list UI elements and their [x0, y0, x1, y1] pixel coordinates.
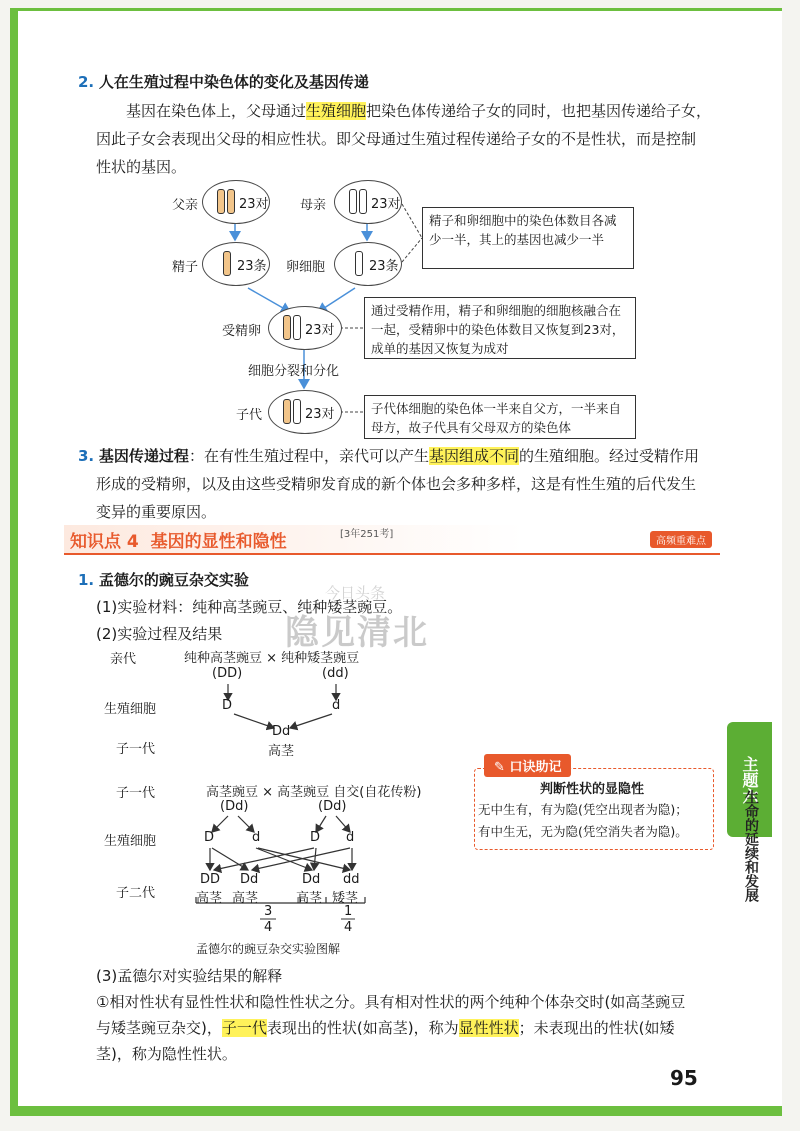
- chromosome-father-1: [217, 189, 225, 214]
- note-offspring: 子代体细胞的染色体一半来自父方，一半来自母方，故子代具有父母双方的染色体: [364, 395, 636, 439]
- mnemonic-head: [484, 754, 571, 777]
- mendel-g2-2: d: [252, 830, 261, 845]
- section3-line1: [78, 442, 699, 471]
- mendel-f2-geno-1: DD: [200, 872, 221, 887]
- mendel-f1-Dd2: (Dd): [318, 799, 347, 814]
- pointer-note1-a: [402, 204, 422, 238]
- section3-line1-b: 的生殖细胞。经过受精作用: [518, 447, 699, 465]
- arrow-D-Dd: [234, 714, 274, 728]
- exp2-b: 表现出的性状(如高茎)，称为: [266, 1019, 459, 1037]
- mendel-f2-geno-2: Dd: [240, 872, 259, 887]
- mendel-title: 孟德尔的豌豆杂交实验: [98, 571, 249, 589]
- mendel-parent-dd: (dd): [322, 666, 349, 681]
- section2-line1-a: 基因在染色体上，父母通过: [126, 102, 307, 120]
- chromosome-egg: [355, 251, 363, 276]
- label-offspring: 子代: [236, 408, 263, 423]
- oval-egg: [334, 242, 402, 286]
- note-fertilization: 通过受精作用，精子和卵细胞的细胞核融合在一起，受精卵中的染色体数目又恢复到23对，成单的基因又恢复为成对: [364, 297, 636, 359]
- frac-a-den: 4: [264, 920, 273, 935]
- section2-title: 人在生殖过程中染色体的变化及基因传递: [98, 73, 369, 91]
- exp2-highlight2: 显性性状: [458, 1019, 519, 1037]
- arrow-f1a-D: [212, 816, 228, 832]
- knowledge4-title: [70, 527, 287, 552]
- mendel-g2-1: D: [204, 830, 215, 845]
- offspring-count: 23对: [305, 407, 335, 422]
- egg-count: 23条: [369, 259, 399, 274]
- mendel-gamete-D: D: [222, 698, 233, 713]
- knowledge4-sub: [3年251考]: [340, 529, 394, 540]
- mendel-gamete2-label: 生殖细胞: [104, 834, 157, 849]
- side-theme-subtitle: 生命的延续和发展: [743, 790, 759, 902]
- mendel-f1-pheno: 高茎: [268, 744, 295, 759]
- mendel-f1b-label: 子一代: [116, 786, 156, 801]
- section2-line1-b: 把染色体传递给子女的同时，也把基因传递给子女，: [366, 102, 712, 120]
- father-count: 23对: [239, 197, 269, 212]
- section2-highlight: 生殖细胞: [306, 102, 367, 120]
- mendel-gamete-d: d: [332, 698, 341, 713]
- chromosome-father-2: [227, 189, 235, 214]
- frac-b-den: 4: [344, 920, 353, 935]
- explanation-line1: ①相对性状有显性性状和隐性性状之分。具有相对性状的两个纯种个体杂交时(如高茎豌豆: [96, 993, 686, 1011]
- mendel-f1-cross: 高茎豌豆 × 高茎豌豆 自交(自花传粉): [206, 785, 422, 800]
- oval-offspring: [268, 390, 342, 434]
- knowledge4-name: 基因的显性和隐性: [150, 532, 287, 552]
- label-sperm: 精子: [172, 260, 199, 275]
- mendel-caption: 孟德尔的豌豆杂交实验图解: [196, 942, 341, 956]
- knowledge4-badge: 高频重难点: [650, 531, 712, 548]
- frac-b-num: 1: [344, 904, 353, 919]
- mendel-f2-geno-3: Dd: [302, 872, 321, 887]
- sperm-count: 23条: [237, 259, 267, 274]
- mendel-f2-pheno-4: 矮茎: [332, 891, 359, 906]
- gamete-line-6: [314, 848, 316, 870]
- watermark-main: 隐见清北: [285, 613, 429, 653]
- section3-line2: 形成的受精卵，以及由这些受精卵发育成的新个体也会多种多样，这是有性生殖的后代发生: [96, 475, 697, 493]
- mendel-gamete-label: 生殖细胞: [104, 702, 157, 717]
- arrow-sperm-zygote: [248, 288, 290, 312]
- mendel-f1-geno: Dd: [272, 724, 291, 739]
- mendel-g2-4: d: [346, 830, 355, 845]
- mendel-item2: (2)实验过程及结果: [96, 625, 223, 643]
- chromosome-mother-2: [359, 189, 367, 214]
- section2-line2: 因此子女会表现出父母的相应性状。即父母通过生殖过程传递给子女的不是性状，而是控制: [96, 130, 697, 148]
- section2-line3: 性状的基因。: [96, 158, 187, 176]
- mendel-g2-3: D: [310, 830, 321, 845]
- oval-sperm: [202, 242, 270, 286]
- mendel-f1-label: 子一代: [116, 742, 156, 757]
- explanation-line2: [96, 1014, 674, 1043]
- mendel-parent-label: 亲代: [110, 652, 137, 667]
- label-zygote: 受精卵: [222, 324, 262, 339]
- section3-number: 3.: [78, 447, 95, 465]
- mendel-item3: (3)孟德尔对实验结果的解释: [96, 967, 283, 985]
- side-theme-tab[interactable]: 主题六: [727, 722, 772, 837]
- mendel-f2-pheno-1: 高茎: [196, 891, 223, 906]
- mendel-number: 1.: [78, 571, 95, 589]
- knowledge4-label: 知识点 4: [70, 532, 139, 552]
- mendel-parent-cross: 纯种高茎豌豆 × 纯种矮茎豌豆: [184, 651, 360, 666]
- mendel-f2-geno-4: dd: [343, 872, 360, 887]
- zygote-count: 23对: [305, 323, 335, 338]
- section3-line3: 变异的重要原因。: [96, 503, 217, 521]
- exp2-a: 与矮茎豌豆杂交)，: [96, 1019, 222, 1037]
- mendel-item1: (1)实验材料：纯种高茎豌豆、纯种矮茎豌豆。: [96, 598, 403, 616]
- mnemonic-head-text: 口诀助记: [509, 760, 562, 775]
- section3-highlight: 基因组成不同: [428, 447, 519, 465]
- section3-line1-a: ：在有性生殖过程中，亲代可以产生: [188, 447, 429, 465]
- mnemonic-line2: 有中生无，无为隐(凭空消失者为隐)。: [478, 824, 688, 839]
- oval-mother: [334, 180, 402, 224]
- explanation-line3: 茎)，称为隐性性状。: [96, 1045, 237, 1063]
- mother-count: 23对: [371, 197, 401, 212]
- chromosome-offspring-2: [293, 399, 301, 424]
- chromosome-offspring-1: [283, 399, 291, 424]
- label-egg: 卵细胞: [286, 260, 326, 275]
- label-division: 细胞分裂和分化: [248, 364, 340, 379]
- section3-title: 基因传递过程: [98, 447, 189, 465]
- mendel-f1-Dd1: (Dd): [220, 799, 249, 814]
- mendel-parent-DD: (DD): [212, 666, 243, 681]
- chromosome-zygote-1: [283, 315, 291, 340]
- pencil-icon: ✎: [494, 760, 505, 775]
- chromosome-zygote-2: [293, 315, 301, 340]
- chromosome-mother-1: [349, 189, 357, 214]
- label-mother: 母亲: [300, 198, 327, 213]
- mendel-f2-label: 子二代: [116, 886, 156, 901]
- exp2-highlight1: 子一代: [221, 1019, 267, 1037]
- pointer-note1-b: [402, 238, 422, 262]
- mendel-heading: [78, 566, 249, 595]
- frac-a-num: 3: [264, 904, 273, 919]
- oval-father: [202, 180, 270, 224]
- arrow-d-Dd: [290, 714, 332, 728]
- exp2-c: ；未表现出的性状(如矮: [518, 1019, 675, 1037]
- watermark-top: 今日头条: [325, 584, 386, 602]
- mendel-f2-pheno-3: 高茎: [296, 891, 323, 906]
- mnemonic-title: 判断性状的显隐性: [540, 782, 645, 797]
- mnemonic-line1: 无中生有，有为隐(凭空出现者为隐)；: [478, 802, 688, 817]
- chromosome-sperm: [223, 251, 231, 276]
- label-father: 父亲: [172, 198, 199, 213]
- section2-number: 2.: [78, 73, 95, 91]
- note-gametes: 精子和卵细胞中的染色体数目各减少一半，其上的基因也减少一半: [422, 207, 634, 269]
- oval-zygote: [268, 306, 342, 350]
- page-number: 95: [670, 1066, 698, 1090]
- mendel-f2-pheno-2: 高茎: [232, 891, 259, 906]
